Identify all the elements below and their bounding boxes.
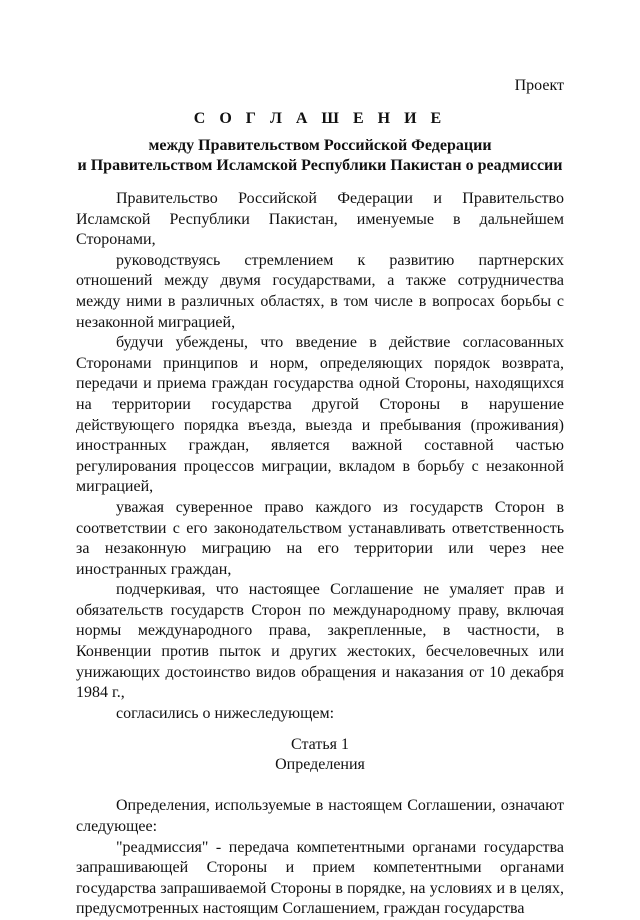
preamble-paragraph: Правительство Российской Федерации и Правительство Исламской Республики Пакистан, именуемые в дальнейшем Сторонами, [76,190,564,249]
preamble-paragraph: руководствуясь стремлением к развитию партнерских отношений между двумя государствами, а также сотрудничества между ними в различных областях, в том числе в вопросах борьбы с незаконной миграцией, [76,251,564,331]
document-subtitle [0,136,640,176]
article-number: Статья 1 [291,736,349,754]
document-body [76,189,564,920]
preamble-paragraph: будучи убеждены, что введение в действие согласованных Сторонами принципов и норм, определяющих порядок возврата, передачи и приема граждан государства одной Стороны, находящихся на территории государства другой Стороны в нарушение действующего порядка въезда, выезда и пребывания (проживания) иностранных граждан, является важной составной частью регулирования процессов миграции, вкладом в борьбу с незаконной миграцией, [76,334,564,496]
draft-mark: Проект [514,77,564,94]
article-paragraph: "реадмиссия" - передача компетентными органами государства запрашивающей Стороны и прием компетентными органами государства запрашиваемой Стороны в порядке, на условиях и в целях, предусмотренных настоящим Соглашением, граждан государства [76,838,564,918]
subtitle-line: и Правительством Исламской Республики Пакистан о реадмиссии [77,157,563,174]
preamble-paragraph: уважая суверенное право каждого из государств Сторон в соответствии с его законодательством устанавливать ответственность за незаконную миграцию на его территории или через нее иностранных граждан, [76,498,564,578]
article-heading-block [76,735,564,775]
document-title: С О Г Л А Ш Е Н И Е [193,110,447,127]
article-paragraph: Определения, используемые в настоящем Соглашении, означают следующее: [76,797,564,836]
article-heading: Определения [275,756,365,774]
preamble-paragraph: согласились о нижеследующем: [116,704,335,722]
subtitle-line: между Правительством Российской Федерации [148,137,492,154]
preamble-paragraph: подчеркивая, что настоящее Соглашение не умаляет прав и обязательств государств Сторон по международному праву, включая нормы международного права, закрепленные, в частности, в Конвенции против пыток и других жестоких, бесчеловечных или унижающих достоинство видов обращения и наказания от 10 декабря 1984 г., [76,581,564,702]
